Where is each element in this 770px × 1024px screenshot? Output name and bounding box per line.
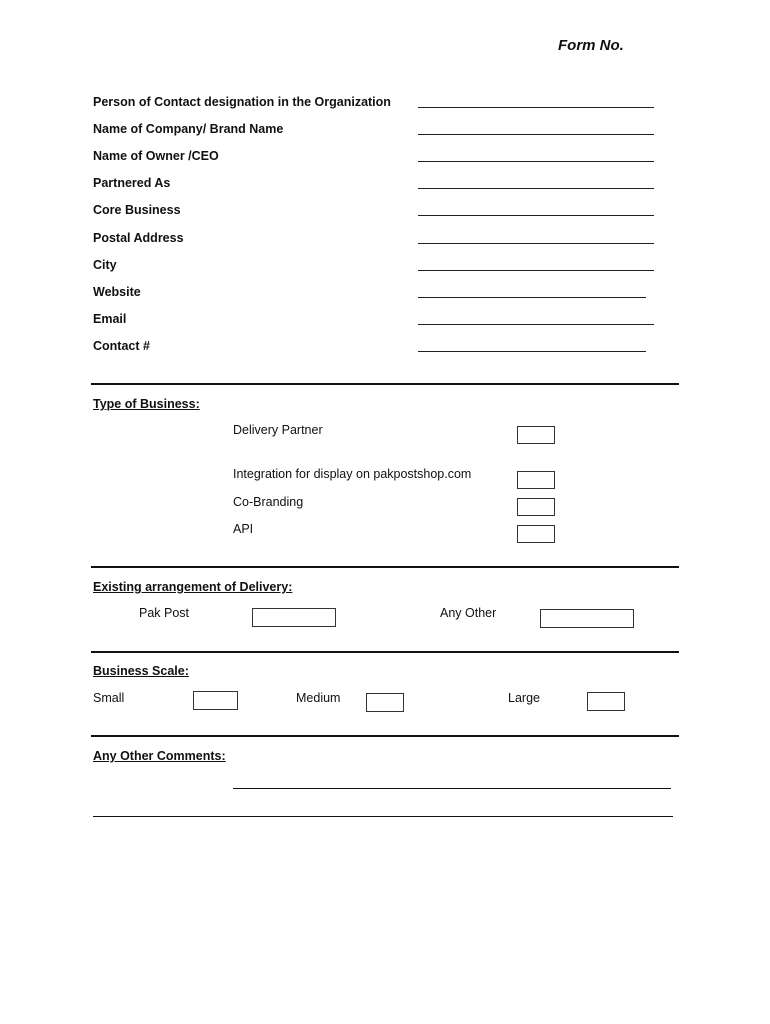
field-label-contact-number: Contact #	[93, 339, 150, 353]
existing-arrangement-heading: Existing arrangement of Delivery:	[93, 580, 293, 594]
section-divider	[91, 383, 679, 385]
option-label-large: Large	[508, 691, 540, 705]
option-label-delivery-partner: Delivery Partner	[233, 423, 323, 437]
checkbox-delivery-partner[interactable]	[517, 426, 555, 444]
section-divider	[91, 651, 679, 653]
business-scale-heading: Business Scale:	[93, 664, 189, 678]
type-of-business-heading: Type of Business:	[93, 397, 200, 411]
field-label-partnered-as: Partnered As	[93, 176, 171, 190]
field-line-company-name[interactable]	[418, 134, 654, 135]
checkbox-medium[interactable]	[366, 693, 404, 712]
option-label-integration-display: Integration for display on pakpostshop.com	[233, 467, 472, 481]
field-label-core-business: Core Business	[93, 203, 181, 217]
field-line-owner-ceo[interactable]	[418, 161, 654, 162]
form-number-label: Form No.	[558, 37, 624, 54]
field-line-contact-designation[interactable]	[418, 107, 654, 108]
option-label-small: Small	[93, 691, 125, 705]
field-line-postal-address[interactable]	[418, 243, 654, 244]
option-label-pak-post: Pak Post	[139, 606, 190, 620]
field-line-website[interactable]	[418, 297, 646, 298]
field-label-contact-designation: Person of Contact designation in the Organization	[93, 95, 391, 109]
option-label-medium: Medium	[296, 691, 341, 705]
checkbox-small[interactable]	[193, 691, 238, 710]
field-line-contact-number[interactable]	[418, 351, 646, 352]
field-line-partnered-as[interactable]	[418, 188, 654, 189]
checkbox-co-branding[interactable]	[517, 498, 555, 516]
field-line-email[interactable]	[418, 324, 654, 325]
checkbox-integration-display[interactable]	[517, 471, 555, 489]
option-label-co-branding: Co-Branding	[233, 495, 304, 509]
field-label-city: City	[93, 258, 117, 272]
checkbox-api[interactable]	[517, 525, 555, 543]
comments-line-2[interactable]	[93, 816, 673, 817]
section-divider	[91, 735, 679, 737]
comments-heading: Any Other Comments:	[93, 749, 226, 763]
field-label-company-name: Name of Company/ Brand Name	[93, 122, 284, 136]
option-label-any-other: Any Other	[440, 606, 497, 620]
checkbox-large[interactable]	[587, 692, 625, 711]
field-label-email: Email	[93, 312, 127, 326]
field-label-postal-address: Postal Address	[93, 231, 184, 245]
field-line-city[interactable]	[418, 270, 654, 271]
field-label-website: Website	[93, 285, 141, 299]
section-divider	[91, 566, 679, 568]
field-label-owner-ceo: Name of Owner /CEO	[93, 149, 219, 163]
comments-line-1[interactable]	[233, 788, 671, 789]
field-line-core-business[interactable]	[418, 215, 654, 216]
option-label-api: API	[233, 522, 254, 536]
checkbox-pak-post[interactable]	[252, 608, 336, 627]
checkbox-any-other[interactable]	[540, 609, 634, 628]
